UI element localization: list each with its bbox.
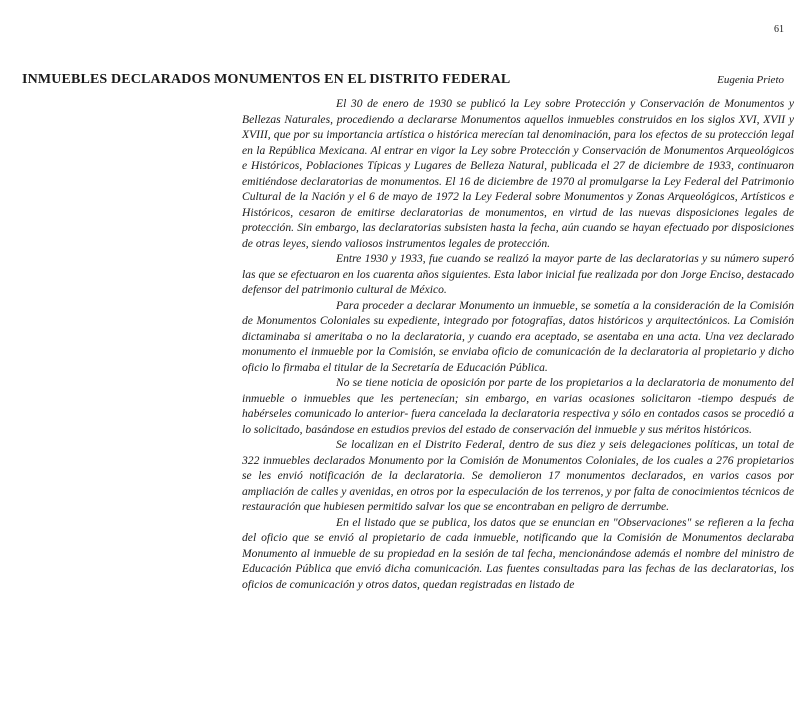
article-header [22,72,784,88]
paragraph: Para proceder a declarar Monumento un inmueble, se sometía a la consideración de la Comisión de Monumentos Coloniales su expediente, integrado por fotografías, datos históricos y arquitectónicos. La Comisión dictaminaba si ameritaba o no la declaratoria, y cuando era aceptado, se asentaba en una acta. Una vez declarado monumento el inmueble por la Comisión, se enviaba oficio de comunicación de la declaratoria al propietario y dicho oficio lo firmaba el titular de la Secretaría de Educación Pública. [242,298,794,374]
paragraph: En el listado que se publica, los datos que se enuncian en "Observaciones" se refieren a la fecha del oficio que se envió al propietario de cada inmueble, notificando que la Comisión de Monumentos declaraba Monumento al inmueble de su propiedad en la sesión de tal fecha, mencionándose además el nombre del ministro de Educación Pública que envió dicha comunicación. Las fuentes consultadas para las fechas de las declaratorias, los oficios de comunicación y otros datos, quedan registradas en listado de [242,515,794,591]
page-number: 61 [774,24,784,35]
article-title: INMUEBLES DECLARADOS MONUMENTOS EN EL DISTRITO FEDERAL [22,72,511,87]
paragraph: El 30 de enero de 1930 se publicó la Ley sobre Protección y Conservación de Monumentos y Bellezas Naturales, procediendo a declararse Monumentos aquellos inmuebles construidos en los siglos XVI, XVII y XVIII, que por su importancia artística o histórica merecían tal denominación, para los efectos de su protección legal en la República Mexicana. Al entrar en vigor la Ley sobre Protección y Conservación de Monumentos Arqueológicos e Históricos, Poblaciones Típicas y Lugares de Belleza Natural, publicada el 27 de diciembre de 1933, continuaron emitiéndose declaratorias de monumentos. El 16 de diciembre de 1970 al promulgarse la Ley Federal del Patrimonio Cultural de la Nación y el 6 de mayo de 1972 la Ley Federal sobre Monumentos y Zonas Arqueológicos, Artísticos e Históricos, cesaron de emitirse declaratorias de monumentos, en virtud de las nuevas disposiciones legales de protección. Sin embargo, las declaratorias subsisten hasta la fecha, aún cuando se hayan efectuado por disposiciones de otras leyes, siendo valiosos instrumentos legales de protección. [242,97,794,250]
article-body [242,96,794,592]
paragraph: Se localizan en el Distrito Federal, dentro de sus diez y seis delegaciones políticas, un total de 322 inmuebles declarados Monumento por la Comisión de Monumentos Coloniales, de los cuales a 276 propietarios se les envió notificación de la declaratoria. Se demolieron 17 monumentos declarados, en varios casos por ampliación de calles y avenidas, en otros por la especulación de los terrenos, y por falta de conocimientos técnicos de restauración que hubiesen permitido salvar los que se encontraban en peligro de derrumbe. [242,438,794,513]
paragraph: No se tiene noticia de oposición por parte de los propietarios a la declaratoria de monumento del inmueble o inmuebles que les pertenecían; sin embargo, en varias ocasiones solicitaron -tiempo después de habérseles comunicado lo anterior- fuera cancelada la declaratoria respectiva y sólo en contados casos se procedió a lo solicitado, basándose en estudios previos del estado de conservación del inmueble y sus méritos históricos. [242,376,794,436]
article-author: Eugenia Prieto [717,74,784,86]
paragraph: Entre 1930 y 1933, fue cuando se realizó la mayor parte de las declaratorias y su número superó las que se efectuaron en los cuarenta años siguientes. Esta labor inicial fue realizada por don Jorge Enciso, destacado defensor del patrimonio cultural de México. [242,252,794,296]
